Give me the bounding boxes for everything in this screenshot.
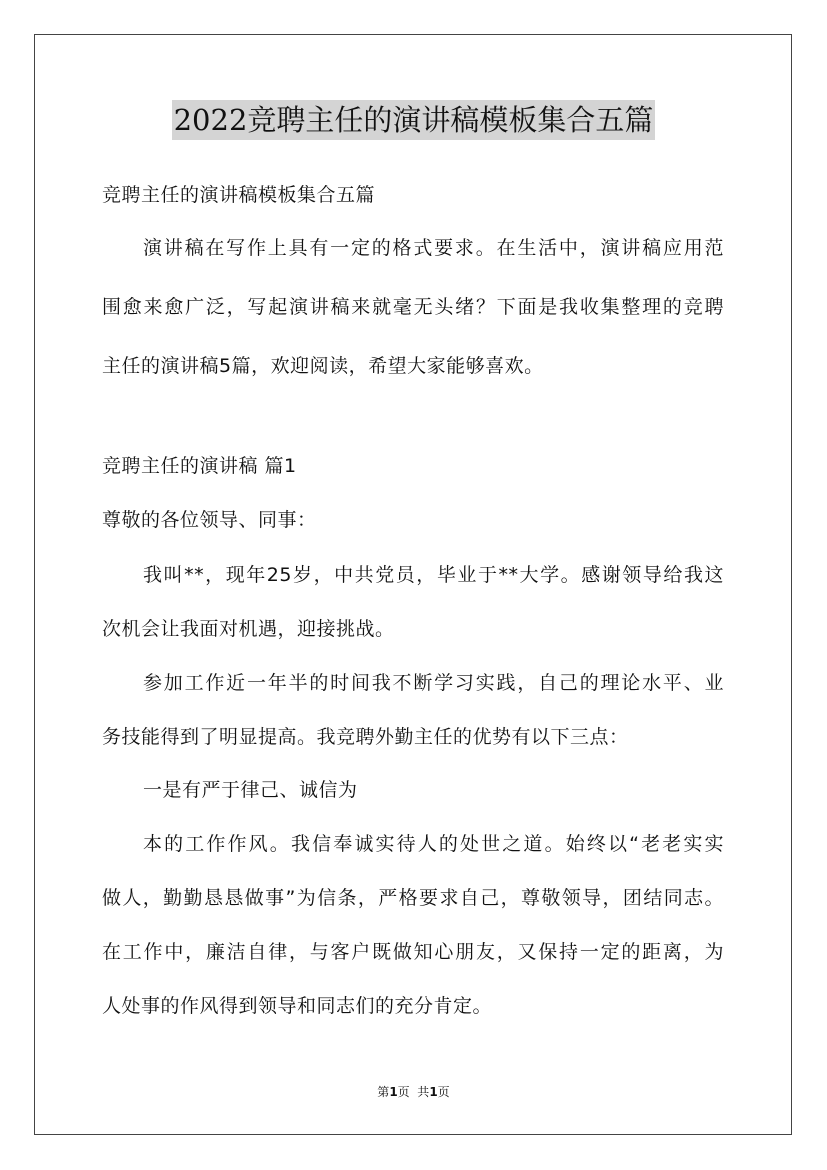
paragraph1-line-2: 次机会让我面对机遇，迎接挑战。: [102, 618, 395, 640]
paragraph3-line-2: 做人，勤勤恳恳做事”为信条，严格要求自己，尊敬领导，团结同志。: [102, 887, 724, 909]
point1-line: 一是有严于律己、诚信为: [143, 779, 358, 801]
paragraph1-line-1: 我叫**，现年25岁，中共党员，毕业于**大学。感谢领导给我这: [143, 564, 724, 586]
footer-page-total: 1: [429, 1085, 438, 1099]
footer-page-suffix: 页: [437, 1085, 450, 1099]
intro-line-3: 主任的演讲稿5篇，欢迎阅读，希望大家能够喜欢。: [102, 355, 544, 377]
paragraph3-line-3: 在工作中，廉洁自律，与客户既做知心朋友，又保持一定的距离，为: [102, 941, 724, 963]
intro-line-2: 围愈来愈广泛，写起演讲稿来就毫无头绪？下面是我收集整理的竞聘: [102, 296, 724, 318]
paragraph2-line-1: 参加工作近一年半的时间我不断学习实践，自己的理论水平、业: [143, 672, 724, 694]
paragraph3-line-1: 本的工作作风。我信奉诚实待人的处世之道。始终以“老老实实: [143, 833, 724, 855]
footer-page-prefix: 第: [377, 1085, 390, 1099]
document-subtitle: 竞聘主任的演讲稿模板集合五篇: [102, 184, 376, 206]
paragraph3-line-4: 人处事的作风得到领导和同志们的充分肯定。: [102, 995, 493, 1017]
salutation: 尊敬的各位领导、同事：: [102, 509, 317, 531]
page-footer: [0, 1084, 827, 1100]
paragraph2-line-2: 务技能得到了明显提高。我竞聘外勤主任的优势有以下三点：: [102, 726, 629, 748]
document-title: 2022竞聘主任的演讲稿模板集合五篇: [172, 100, 656, 140]
intro-line-1: 演讲稿在写作上具有一定的格式要求。在生活中，演讲稿应用范: [143, 237, 724, 259]
section-heading: 竞聘主任的演讲稿 篇1: [102, 455, 297, 477]
footer-page-mid: 页 共: [397, 1085, 430, 1099]
title-wrap: [0, 100, 827, 140]
footer-page-current: 1: [389, 1085, 398, 1099]
